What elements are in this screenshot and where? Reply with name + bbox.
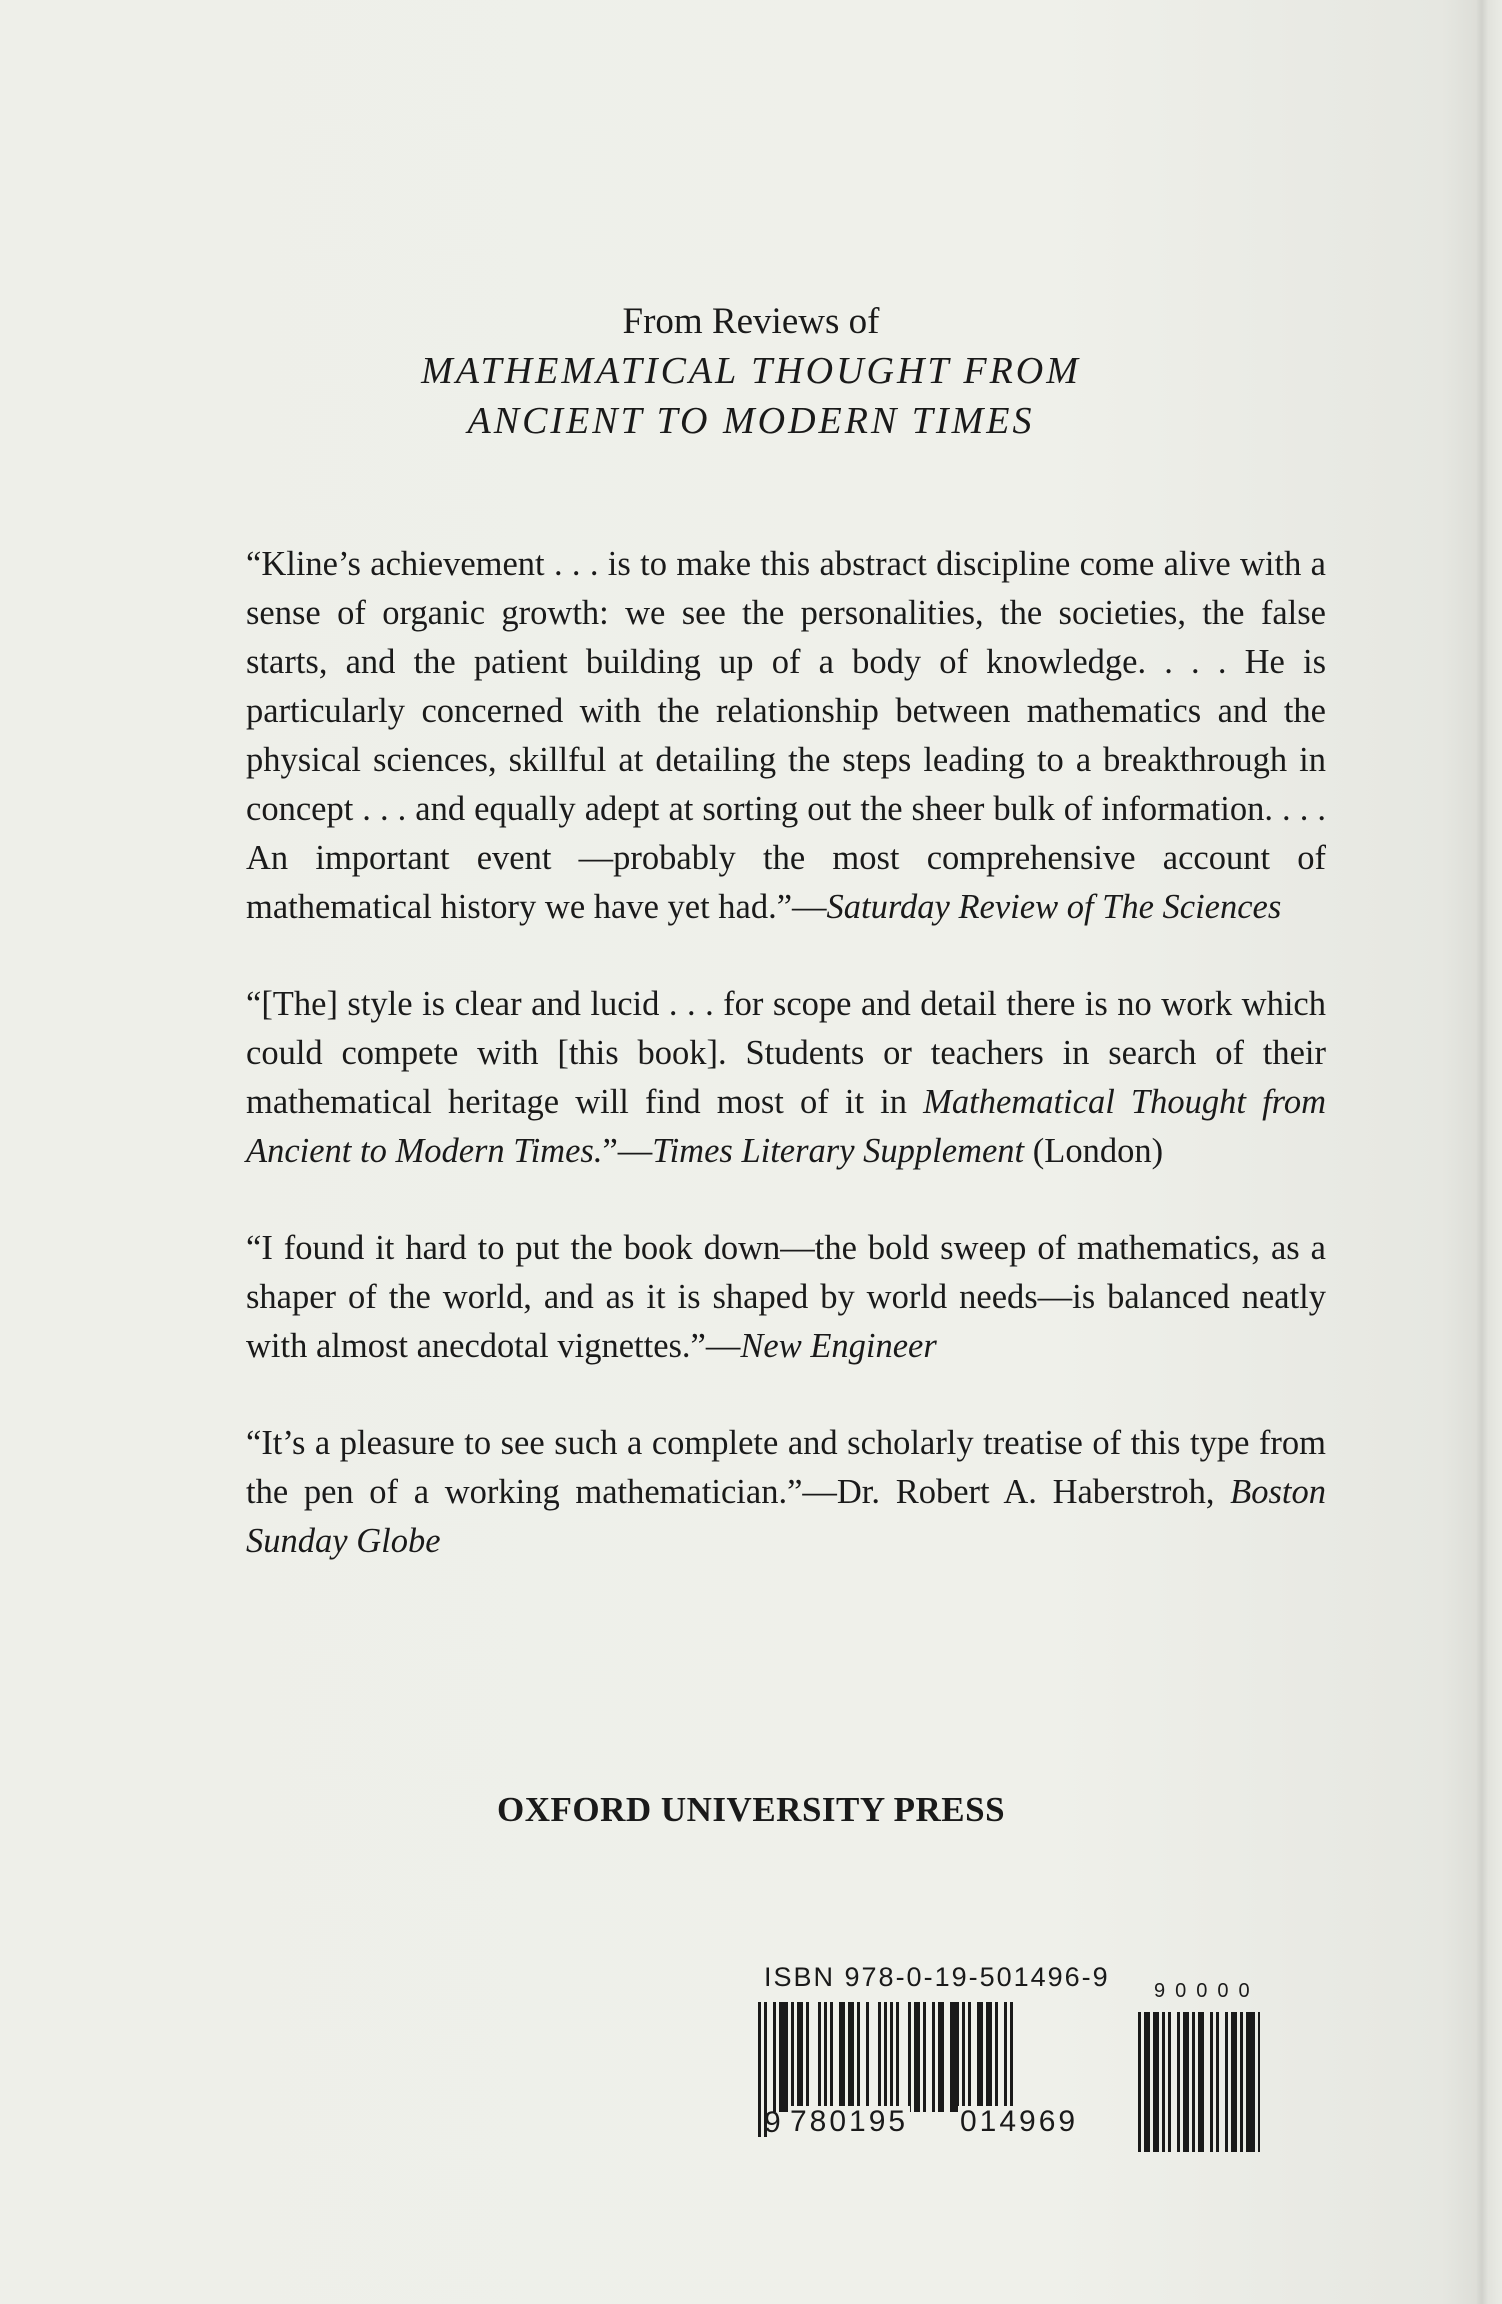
barcode-bar bbox=[1240, 2012, 1243, 2152]
barcode-bar bbox=[932, 2002, 935, 2112]
barcode-bar bbox=[938, 2002, 944, 2112]
review-text: “It’s a pleasure to see such a complete and scholarly treatise of this type from the pen of a working mathematician.”—Dr. Robert A. Haberstroh, bbox=[246, 1424, 1326, 1511]
barcode-bar bbox=[848, 2002, 854, 2112]
barcode-bar bbox=[1177, 2012, 1180, 2152]
publisher-name: OXFORD UNIVERSITY PRESS bbox=[496, 1790, 1006, 1829]
isbn-barcode bbox=[758, 1962, 1270, 2152]
barcode-bar bbox=[884, 2002, 887, 2112]
barcode-bar bbox=[914, 2002, 920, 2112]
heading-book-title-line-1: MATHEMATICAL THOUGHT FROM bbox=[421, 350, 1081, 392]
barcode-bar bbox=[830, 2002, 833, 2112]
review-text: “Kline’s achievement . . . is to make this abstract discipline come alive with a sense of organic growth: we see the personalities, the societies, the false starts, and the patient building up of a body of knowledge. . . . He is particularly concerned with the relationship between mathematics and the physical sciences, skillful at detailing the steps leading to a breakthrough in concept . . . and equally adept at sorting out the sheer bulk of information. . . . An important event —probably the most comprehensive account of mathematical history we have yet had.”— bbox=[246, 545, 1326, 926]
barcode-bar bbox=[878, 2002, 881, 2112]
barcode-bar bbox=[806, 2002, 809, 2112]
barcode-bar bbox=[995, 2002, 998, 2112]
barcode-bar bbox=[791, 2002, 794, 2112]
barcode-bar bbox=[818, 2002, 821, 2112]
barcode-bar bbox=[1183, 2012, 1189, 2152]
barcode-bar bbox=[908, 2002, 911, 2112]
barcode-first-digit: 9 bbox=[764, 2106, 784, 2139]
barcode-bar bbox=[1225, 2012, 1228, 2152]
reviews-heading bbox=[0, 298, 1502, 446]
price-addon-barcode-bars bbox=[1138, 2012, 1260, 2152]
barcode-bar bbox=[977, 2002, 983, 2112]
barcode-bar bbox=[866, 2002, 869, 2112]
barcode-bar bbox=[1246, 2012, 1255, 2152]
barcode-bar bbox=[797, 2002, 803, 2112]
barcode-bar bbox=[824, 2002, 827, 2112]
barcode-bar bbox=[1216, 2012, 1219, 2152]
barcode-bar bbox=[890, 2002, 893, 2112]
isbn-label: ISBN 978-0-19-501496-9 bbox=[764, 1962, 1110, 1992]
barcode-bar bbox=[839, 2002, 845, 2112]
review-book-title: Mathematical Thought from Ancient to Modern Times. bbox=[246, 1083, 1326, 1170]
barcode-bar bbox=[1210, 2012, 1213, 2152]
barcode-bar bbox=[1144, 2012, 1150, 2152]
review-quote bbox=[246, 1224, 1326, 1371]
review-source: New Engineer bbox=[740, 1327, 937, 1365]
barcode-bar bbox=[1162, 2012, 1165, 2152]
barcode-bar bbox=[1231, 2012, 1237, 2152]
barcode-bar bbox=[773, 2002, 776, 2112]
barcode-left-digits: 780195 bbox=[790, 2105, 909, 2138]
barcode-bar bbox=[1153, 2012, 1159, 2152]
barcode-bar bbox=[923, 2002, 926, 2112]
barcode-bar bbox=[1168, 2012, 1171, 2152]
review-source-suffix: (London) bbox=[1024, 1132, 1164, 1170]
heading-from-line: From Reviews of bbox=[622, 301, 880, 342]
review-text: ”— bbox=[602, 1132, 653, 1170]
review-quote bbox=[246, 1419, 1326, 1566]
barcode-bar bbox=[986, 2002, 992, 2112]
barcode-bar bbox=[758, 2002, 761, 2137]
barcode-bar bbox=[1198, 2012, 1204, 2152]
review-source: Boston Sunday Globe bbox=[246, 1473, 1326, 1560]
heading-book-title-line-2: ANCIENT TO MODERN TIMES bbox=[467, 400, 1035, 442]
review-text: “I found it hard to put the book down—the bold sweep of mathematics, as a shaper of the world, and as it is shaped by world needs—is balanced neatly with almost anecdotal vignettes.”— bbox=[246, 1229, 1326, 1365]
barcode-bar bbox=[1192, 2012, 1195, 2152]
barcode-bar bbox=[857, 2002, 860, 2112]
review-text: “[The] style is clear and lucid . . . for scope and detail there is no work which could compete with [this book]. Students or teachers in search of their mathematical heritage will find most of it in bbox=[246, 985, 1326, 1121]
barcode-right-digits: 014969 bbox=[960, 2105, 1079, 2138]
review-source: Saturday Review of The Sciences bbox=[826, 888, 1282, 926]
barcode-bar bbox=[950, 2002, 959, 2112]
barcode-bar bbox=[1138, 2012, 1141, 2152]
barcode-bar bbox=[962, 2002, 965, 2112]
review-quote bbox=[246, 540, 1326, 932]
review-quote bbox=[246, 980, 1326, 1176]
price-code: 90000 bbox=[1154, 1980, 1260, 2002]
review-source: Times Literary Supplement bbox=[652, 1132, 1025, 1170]
barcode-bar bbox=[896, 2002, 899, 2112]
barcode-bar bbox=[968, 2002, 971, 2112]
barcode-bar bbox=[1258, 2012, 1260, 2152]
review-quotes bbox=[246, 540, 1326, 1614]
barcode-bar bbox=[779, 2002, 788, 2112]
